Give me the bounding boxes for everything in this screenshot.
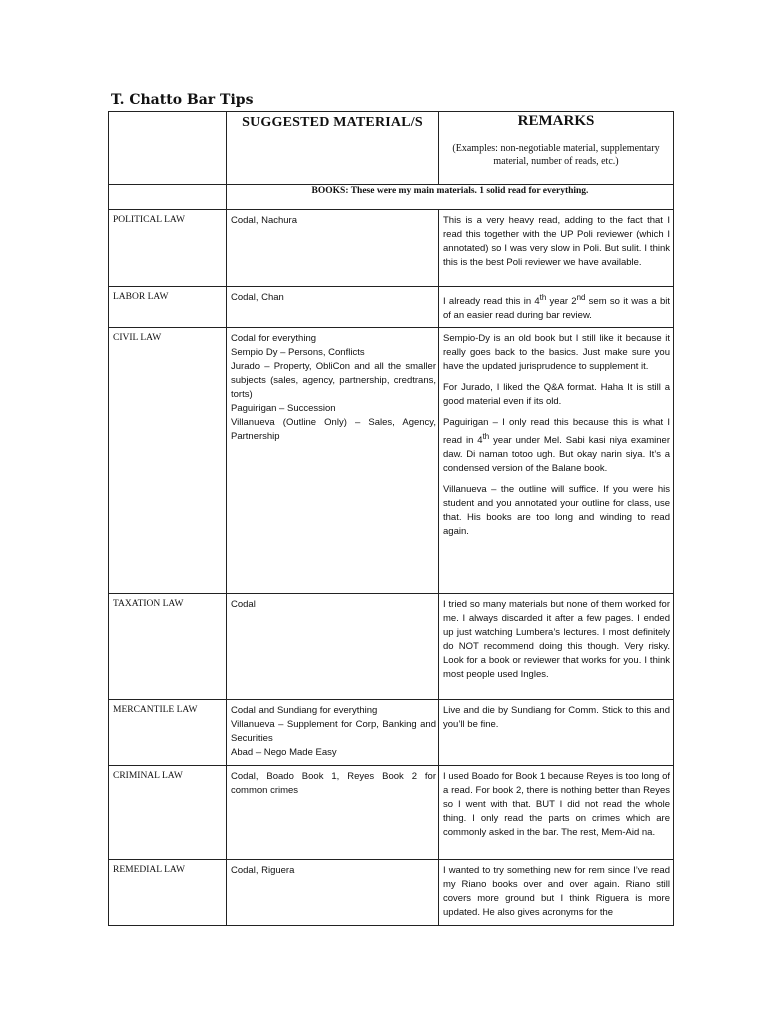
remarks-cell [439, 700, 674, 766]
header-suggested-cell [227, 112, 439, 185]
remarks-text: year under Mel. Sabi kasi niya examiner daw. Di naman totoo ugh. But okay narin siya. It’s a condensed version of the Balane book. [443, 435, 670, 475]
remarks-text: Paguirigan – I only read this because this is what I read in 4 [443, 417, 670, 447]
header-remarks-note: (Examples: non-negotiable material, supplementary material, number of reads, etc.) [452, 143, 660, 167]
material-line: Codal for everything [231, 333, 317, 345]
material-line: Codal [231, 599, 256, 611]
subject-cell: TAXATION LAW [109, 594, 227, 700]
material-line: Codal, Nachura [231, 215, 298, 226]
material-line: Sempio Dy – Persons, Conflicts [231, 347, 365, 359]
ordinal-suffix: nd [576, 293, 586, 302]
remarks-clip [443, 864, 670, 918]
remarks-cell [439, 210, 674, 287]
material-line: Villanueva (Outline Only) – Sales, Agency, Partnership [231, 417, 436, 443]
remarks-paragraph: I tried so many materials but none of them worked for me. I always discarded it after a few pages. I ended up just watching Lumbera’s lectures. I most definitely do NOT recommend doing this though. Very risky. Look for a book or reviewer that works for you. I think most people used Ingles. [443, 599, 670, 681]
remarks-cell [439, 766, 674, 860]
bar-tips-table [108, 111, 674, 926]
material-line: Villanueva – Supplement for Corp, Banking and Securities [231, 719, 436, 745]
header-remarks-cell [439, 112, 674, 185]
remarks-paragraph [443, 416, 670, 476]
materials-cell [227, 700, 439, 766]
material-line: Abad – Nego Made Easy [231, 747, 337, 759]
materials-cell [227, 860, 439, 926]
subject-cell: CRIMINAL LAW [109, 766, 227, 860]
remarks-paragraph: I used Boado for Book 1 because Reyes is too long of a read. For book 2, there is nothing better than Reyes so I went with that. BUT I did not read the whole thing. I only read the parts on crimes which are commonly asked in the bar. The rest, Mem-Aid na. [443, 771, 670, 839]
remarks-text: sem so it was a bit of an easier read during bar review. [443, 296, 670, 322]
subject-cell: REMEDIAL LAW [109, 860, 227, 926]
subject-cell: POLITICAL LAW [109, 210, 227, 287]
material-line: Codal, Boado Book 1, Reyes Book 2 for common crimes [231, 771, 436, 797]
remarks-paragraph: For Jurado, I liked the Q&A format. Haha It is still a good material even if its old. [443, 382, 670, 408]
materials-cell [227, 594, 439, 700]
ordinal-suffix: th [539, 293, 547, 302]
remarks-cell [439, 860, 674, 926]
remarks-text: I already read this in 4 [443, 296, 540, 308]
material-line: Jurado – Property, ObliCon and all the smaller subjects (sales, agency, partnership, credtrans, torts) [231, 361, 436, 401]
header-subject-cell [109, 112, 227, 185]
materials-cell [227, 328, 439, 594]
remarks-paragraph: This is a very heavy read, adding to the fact that I read this together with the UP Poli reviewer (which I annotated) so I was very slow in Poli. But sulit. I think this is the best Poli reviewer we have available. [443, 215, 670, 268]
subject-cell: LABOR LAW [109, 287, 227, 328]
document-title: T. Chatto Bar Tips [111, 92, 254, 108]
material-line: Codal, Chan [231, 292, 284, 303]
remarks-paragraph: Live and die by Sundiang for Comm. Stick to this and you’ll be fine. [443, 705, 670, 731]
remarks-paragraph: I wanted to try something new for rem since I’ve read my Riano books over and over again. Riano still covers more ground but I think Riguera is more updated. He also gives acronyms for the [443, 865, 670, 919]
header-suggested-label: SUGGESTED MATERIAL/S [242, 115, 423, 130]
subject-cell: MERCANTILE LAW [109, 700, 227, 766]
table-row [109, 700, 674, 766]
header-remarks-label: REMARKS [517, 113, 595, 129]
materials-cell [227, 210, 439, 287]
subject-cell: CIVIL LAW [109, 328, 227, 594]
table-row [109, 594, 674, 700]
remarks-cell [439, 594, 674, 700]
table-row [109, 287, 674, 328]
table-row [109, 766, 674, 860]
material-line: Codal, Riguera [231, 865, 295, 877]
books-row [109, 185, 674, 210]
books-empty-cell [109, 185, 227, 210]
ordinal-suffix: th [482, 432, 490, 442]
table-row [109, 860, 674, 926]
books-note: BOOKS: These were my main materials. 1 solid read for everything. [227, 185, 674, 210]
remarks-cell [439, 328, 674, 594]
remarks-text: year 2 [546, 296, 577, 308]
material-line: Paguirigan – Succession [231, 403, 336, 415]
material-line: Codal and Sundiang for everything [231, 705, 378, 717]
table-row [109, 210, 674, 287]
remarks-paragraph: Villanueva – the outline will suffice. If you were his student and you annotated your outline for class, use that. His books are too long and winding to read again. [443, 484, 670, 538]
remarks-paragraph: Sempio-Dy is an old book but I still like it because it really goes back to the basics. Just make sure you have the updated jurisprudence to supplement it. [443, 333, 670, 373]
remarks-paragraph [443, 291, 670, 323]
materials-cell [227, 766, 439, 860]
materials-cell [227, 287, 439, 328]
table-row [109, 328, 674, 594]
remarks-cell [439, 287, 674, 328]
table-header-row [109, 112, 674, 185]
